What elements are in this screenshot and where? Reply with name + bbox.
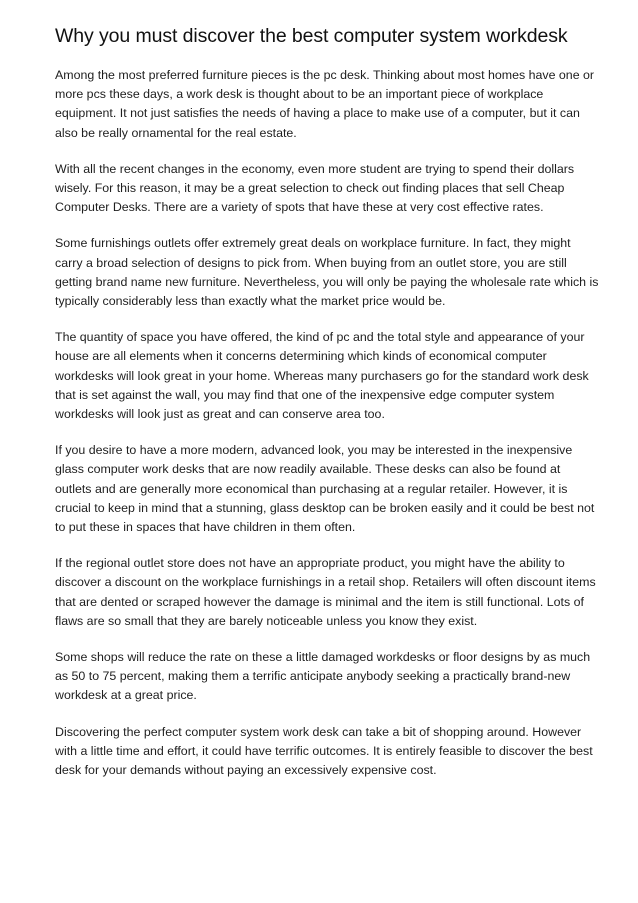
paragraph: If the regional outlet store does not have an appropriate product, you might have the ability to discover a discount on the workplace furnishings in a retail shop. Retailers will often discount items that are dented or scraped however the damage is minimal and the item is still functional. Lots of flaws are so small that they are barely noticeable unless you know they exist. <box>55 556 596 628</box>
paragraph: The quantity of space you have offered, the kind of pc and the total style and appearance of your house are all elements when it concerns determining which kinds of economical computer workdesks will look great in your home. Whereas many purchasers go for the standard work desk that is set against the wall, you may find that one of the inexpensive edge computer system workdesks will look just as great and can conserve area too. <box>55 330 589 422</box>
paragraph: If you desire to have a more modern, advanced look, you may be interested in the inexpensive glass computer work desks that are now readily available. These desks can also be found at outlets and are generally more economical than purchasing at a regular retailer. However, it is crucial to keep in mind that a stunning, glass desktop can be broken easily and it could be best not to put these in spaces that have children in them often. <box>55 443 595 535</box>
paragraph: Some furnishings outlets offer extremely great deals on workplace furniture. In fact, they might carry a broad selection of designs to pick from. When buying from an outlet store, you are still getting brand name new furniture. Nevertheless, you will only be paying the wholesale rate which is typically considerably less than exactly what the market price would be. <box>55 236 599 309</box>
document-title: Why you must discover the best computer system workdesk <box>55 25 568 47</box>
paragraph: With all the recent changes in the economy, even more student are trying to spend their dollars wisely. For this reason, it may be a great selection to check out finding places that sell Cheap Computer Desks. There are a variety of spots that have these at very cost effective rates. <box>55 161 575 215</box>
document-page <box>55 24 600 797</box>
paragraph: Discovering the perfect computer system work desk can take a bit of shopping around. However with a little time and effort, it could have terrific outcomes. It is entirely feasible to discover the best desk for your demands without paying an excessively expensive cost. <box>55 724 593 778</box>
paragraph: Some shops will reduce the rate on these a little damaged workdesks or floor designs by as much as 50 to 75 percent, making them a terrific anticipate anybody seeking a practically brand-new workdesk at a great price. <box>55 650 591 703</box>
paragraph: Among the most preferred furniture pieces is the pc desk. Thinking about most homes have one or more pcs these days, a work desk is thought about to be an important piece of workplace equipment. It not just satisfies the needs of having a place to make use of a computer, but it can also be really ornamental for the real estate. <box>55 68 595 140</box>
